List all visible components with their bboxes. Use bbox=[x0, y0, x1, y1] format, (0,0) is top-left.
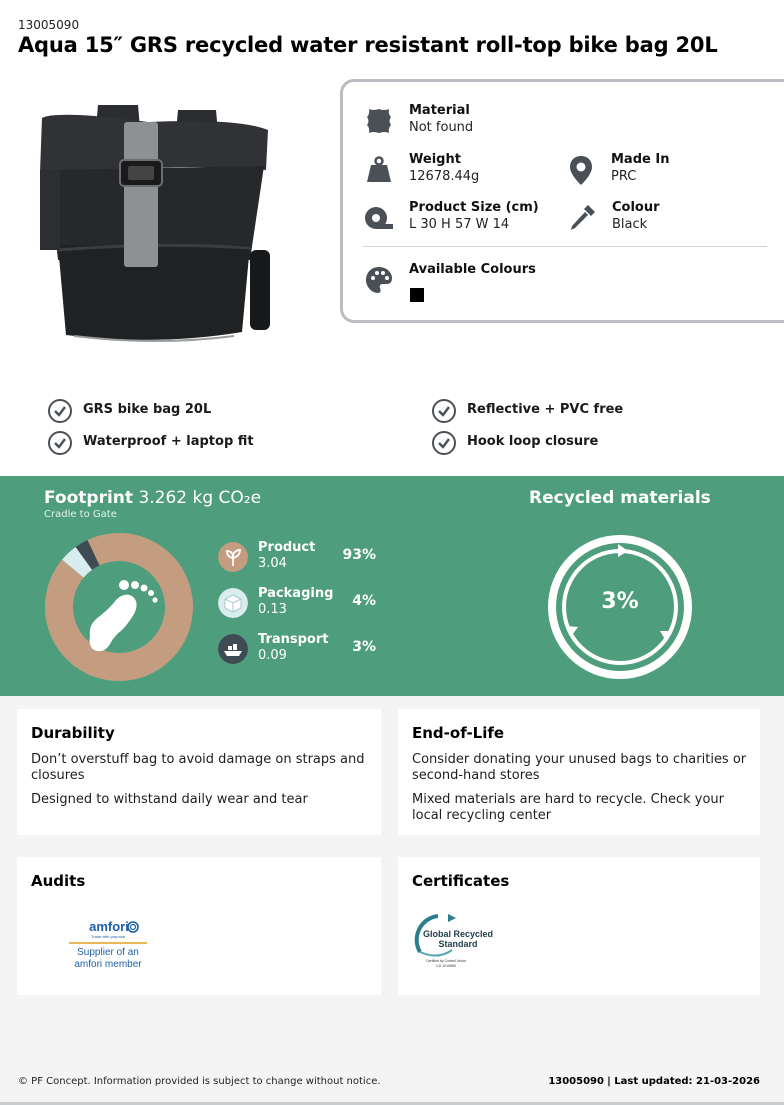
amfori-caption-1: Supplier of an bbox=[77, 947, 139, 958]
spec-divider bbox=[363, 246, 767, 247]
leather-icon bbox=[363, 105, 395, 137]
check-circle-icon bbox=[431, 430, 457, 456]
end-of-life-card bbox=[398, 709, 760, 835]
feature-text: Reflective + PVC free bbox=[467, 402, 624, 417]
footer-sku: 13005090 bbox=[548, 1076, 604, 1087]
legend-percent: 93% bbox=[342, 547, 376, 563]
footprint-legend-packaging bbox=[218, 586, 388, 620]
feature-text: GRS bike bag 20L bbox=[83, 402, 212, 417]
weight-icon bbox=[363, 154, 395, 186]
footprint-legend-transport bbox=[218, 632, 388, 666]
footer-updated: | Last updated: 21-03-2026 bbox=[607, 1076, 760, 1087]
spec-weight-label: Weight bbox=[409, 152, 461, 167]
footprint-value: 3.262 kg CO₂e bbox=[138, 488, 262, 508]
leaf-icon bbox=[218, 542, 248, 572]
recycled-value: 3% bbox=[601, 589, 639, 614]
spec-material-label: Material bbox=[409, 103, 470, 118]
palette-icon bbox=[363, 264, 395, 296]
footprint-subtitle: Cradle to Gate bbox=[44, 509, 117, 520]
check-circle-icon bbox=[47, 398, 73, 424]
durability-line: Don’t overstuff bag to avoid damage on straps and closures bbox=[31, 752, 365, 783]
legend-name: Transport bbox=[258, 632, 329, 647]
colour-swatch-black[interactable] bbox=[410, 288, 424, 302]
durability-card bbox=[17, 709, 381, 835]
amfori-logo-name: amfori bbox=[89, 919, 129, 934]
spec-colour-label: Colour bbox=[612, 200, 660, 215]
recycled-title: Recycled materials bbox=[529, 488, 711, 508]
legend-percent: 4% bbox=[352, 593, 376, 609]
ship-icon bbox=[218, 634, 248, 664]
footer-notice: © PF Concept. Information provided is subject to change without notice. bbox=[18, 1076, 381, 1087]
spec-made-in-label: Made In bbox=[611, 152, 670, 167]
audits-card bbox=[17, 857, 381, 995]
spec-available-colours-label: Available Colours bbox=[409, 262, 536, 277]
grs-logo-line-1: Global Recycled bbox=[422, 929, 494, 939]
footprint-label: Footprint bbox=[44, 488, 134, 508]
amfori-logo-tag: Trade with purpose bbox=[90, 934, 126, 939]
footprint-donut bbox=[44, 532, 194, 682]
check-circle-icon bbox=[431, 398, 457, 424]
durability-title: Durability bbox=[31, 724, 115, 742]
grs-logo bbox=[408, 912, 498, 974]
legend-amount: 3.04 bbox=[258, 556, 287, 571]
legend-percent: 3% bbox=[352, 639, 376, 655]
end-of-life-title: End-of-Life bbox=[412, 724, 505, 742]
grs-logo-small-2: CU 1019665 bbox=[436, 964, 456, 968]
amfori-logo bbox=[67, 917, 149, 973]
check-circle-icon bbox=[47, 430, 73, 456]
end-of-life-line: Mixed materials are hard to recycle. Check your local recycling center bbox=[412, 792, 724, 823]
spec-weight-value: 12678.44g bbox=[409, 169, 480, 184]
product-image bbox=[28, 100, 278, 375]
product-sku: 13005090 bbox=[18, 18, 80, 32]
spec-colour-value: Black bbox=[612, 217, 648, 232]
legend-amount: 0.09 bbox=[258, 648, 287, 663]
spec-size-value: L 30 H 57 W 14 bbox=[409, 217, 510, 232]
audits-title: Audits bbox=[31, 872, 86, 890]
footprint-title bbox=[44, 488, 261, 508]
specifications-card bbox=[340, 79, 784, 323]
tape-measure-icon bbox=[363, 202, 395, 234]
durability-line: Designed to withstand daily wear and tear bbox=[31, 792, 308, 807]
eyedropper-icon bbox=[566, 202, 598, 234]
amfori-caption-2: amfori member bbox=[74, 959, 142, 970]
footer-meta bbox=[548, 1076, 760, 1087]
grs-logo-small-1: Certified by Control Union bbox=[425, 959, 467, 963]
spec-made-in-value: PRC bbox=[611, 169, 637, 184]
footprint-icon bbox=[90, 580, 158, 651]
certificates-title: Certificates bbox=[412, 872, 510, 890]
footprint-legend-product bbox=[218, 540, 388, 574]
legend-amount: 0.13 bbox=[258, 602, 287, 617]
page-title: Aqua 15″ GRS recycled water resistant roll-top bike bag 20L bbox=[18, 33, 718, 57]
legend-name: Packaging bbox=[258, 586, 334, 601]
spec-material-value: Not found bbox=[409, 120, 474, 135]
legend-name: Product bbox=[258, 540, 316, 555]
footprint-band bbox=[0, 476, 784, 696]
spec-size-label: Product Size (cm) bbox=[409, 200, 539, 215]
grs-logo-line-2: Standard bbox=[438, 939, 478, 949]
end-of-life-line: Consider donating your unused bags to charities or second-hand stores bbox=[412, 752, 747, 783]
product-overview bbox=[0, 0, 784, 476]
certificates-card bbox=[398, 857, 760, 995]
box-icon bbox=[218, 588, 248, 618]
location-pin-icon bbox=[565, 154, 597, 186]
feature-text: Hook loop closure bbox=[467, 434, 599, 449]
feature-text: Waterproof + laptop fit bbox=[83, 434, 254, 449]
